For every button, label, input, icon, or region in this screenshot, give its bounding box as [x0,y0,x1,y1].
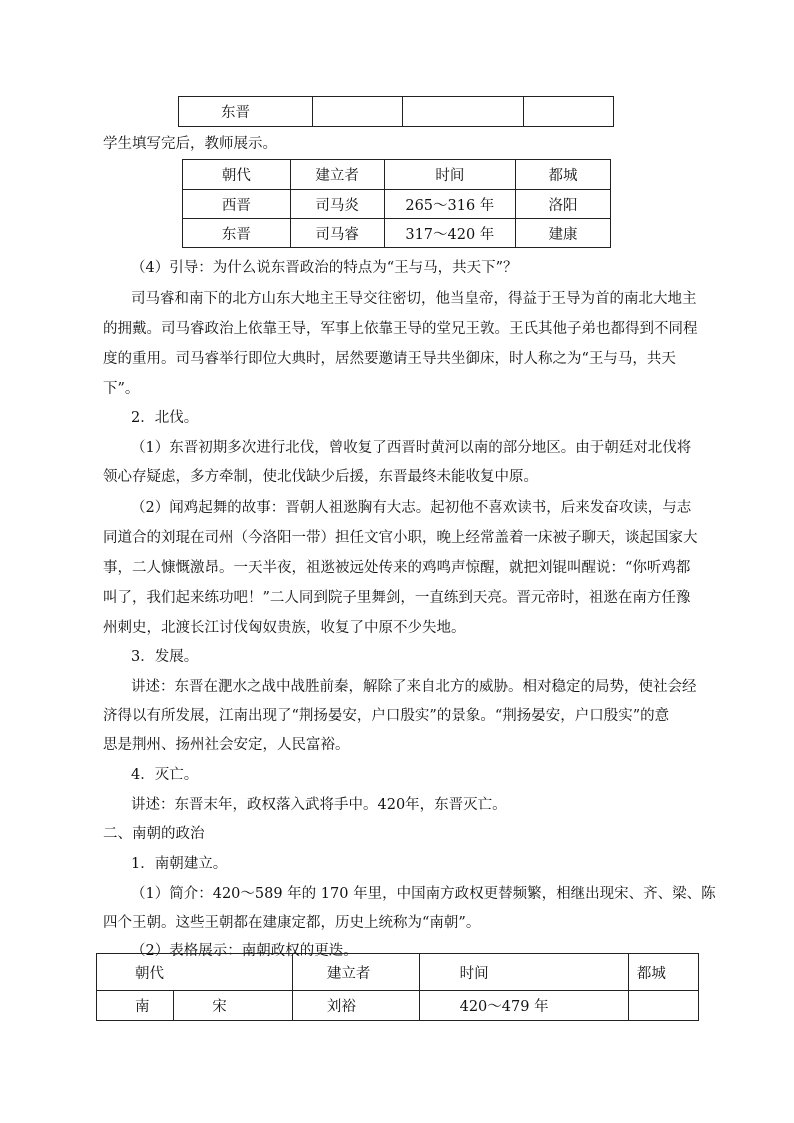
paragraph-line: 2．北伐。 [131,410,199,426]
jin-cell: 东晋 [183,219,291,248]
top-table-cell: 东晋 [179,97,313,127]
paragraph-line: （2）表格展示：南朝政权的更迭。 [131,943,358,959]
jin-cell: 司马睿 [290,219,384,248]
paragraph-line: （1）简介：420～589 年的 170 年里，中国南方政权更替频繁，相继出现宋、齐、梁、陈 [131,886,716,902]
top-table-cell [313,97,403,127]
paragraph-line: 同道合的刘琨在司州（今洛阳一带）担任文官小职，晚上经常盖着一床被子聊天，谈起国家大 [103,530,698,546]
section-heading: 二、南朝的政治 [103,826,205,842]
paragraph-line: （2）闻鸡起舞的故事：晋朝人祖逖胸有大志。起初他不喜欢读书，后来发奋攻读，与志 [131,500,692,516]
paragraph-line: 1．南朝建立。 [131,856,228,872]
jin-table [182,159,611,248]
top-table [178,96,614,127]
paragraph-line: 度的重用。司马睿举行即位大典时，居然要邀请王导共坐御床，时人称之为“王与马，共天 [103,351,676,367]
south-cell: 420～479 年 [419,991,628,1021]
paragraph-line: 讲述：东晋末年，政权落入武将手中。420年，东晋灭亡。 [131,797,507,813]
jin-cell: 洛阳 [516,190,611,219]
paragraph-line: 领心存疑虑，多方牵制，使北伐缺少后援，东晋最终未能收复中原。 [103,469,538,485]
jin-cell: 西晋 [183,190,291,219]
intro-text: 学生填写完后，教师展示。 [103,136,277,152]
south-header: 都城 [628,954,698,991]
paragraph-line: （4）引导：为什么说东晋政治的特点为“王与马，共天下”？ [131,260,518,276]
jin-header: 朝代 [183,160,291,190]
jin-cell: 司马炎 [290,190,384,219]
top-table-cell [524,97,614,127]
jin-cell: 建康 [516,219,611,248]
paragraph-line: 4．灭亡。 [131,767,199,783]
jin-cell: 265～316 年 [384,190,516,219]
paragraph-line: 3．发展。 [131,649,199,665]
south-header: 建立者 [292,954,419,991]
jin-header: 都城 [516,160,611,190]
paragraph-line: 思是荆州、扬州社会安定，人民富裕。 [103,737,350,753]
south-header: 时间 [419,954,628,991]
jin-cell: 317～420 年 [384,219,516,248]
paragraph-line: 讲述：东晋在淝水之战中战胜前秦，解除了来自北方的威胁。相对稳定的局势，使社会经 [131,679,697,695]
south-table [96,953,699,1021]
south-cell: 宋 [174,991,293,1021]
jin-header: 建立者 [290,160,384,190]
south-header: 朝代 [97,954,293,991]
south-cell: 刘裕 [292,991,419,1021]
paragraph-line: 事，二人慷慨激昂。一天半夜，祖逖被远处传来的鸡鸣声惊醒，就把刘锟叫醒说：“你听鸡都 [103,560,691,576]
paragraph-line: 下”。 [103,381,140,397]
top-table-cell [402,97,523,127]
paragraph-line: 的拥戴。司马睿政治上依靠王导，军事上依靠王导的堂兄王敦。王氏其他子弟也都得到不同程 [103,321,698,337]
paragraph-line: 四个王朝。这些王朝都在建康定都，历史上统称为“南朝”。 [103,915,481,931]
paragraph-line: 司马睿和南下的北方山东大地主王导交往密切，他当皇帝，得益于王导为首的南北大地主 [131,291,697,307]
paragraph-line: （1）东晋初期多次进行北伐，曾收复了西晋时黄河以南的部分地区。由于朝廷对北伐将 [131,440,692,456]
jin-header: 时间 [384,160,516,190]
paragraph-line: 济得以有所发展，江南出现了“荆扬晏安，户口殷实”的景象。“荆扬晏安，户口殷实”的意 [103,708,670,724]
south-cell [628,991,698,1021]
south-cell: 南 [97,991,174,1021]
paragraph-line: 叫了，我们起来练功吧！”二人同到院子里舞剑，一直练到天亮。晋元帝时，祖逖在南方任豫 [103,590,691,606]
paragraph-line: 州刺史，北渡长江讨伐匈奴贵族，收复了中原不少失地。 [103,620,466,636]
